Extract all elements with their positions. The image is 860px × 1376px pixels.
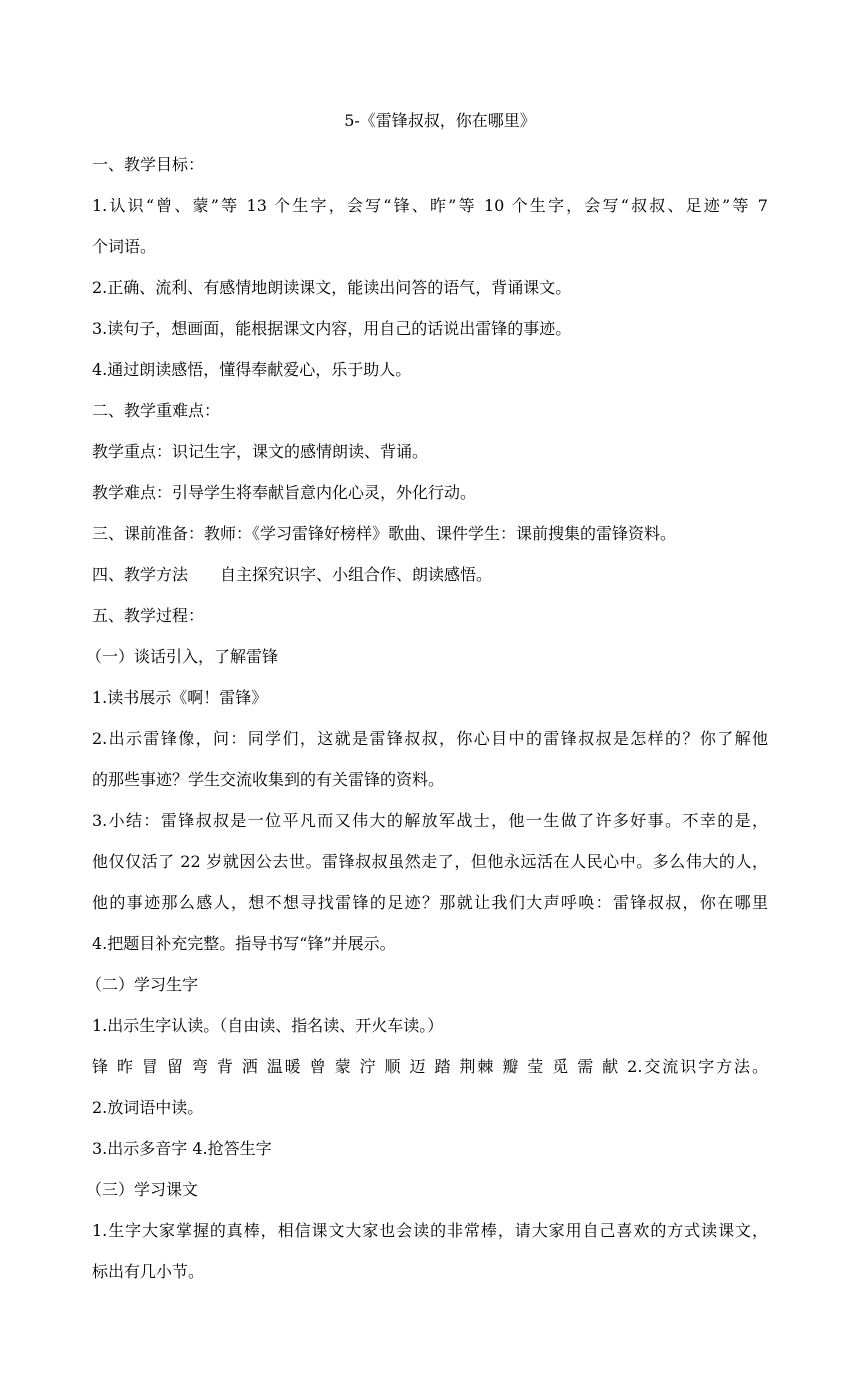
objective-1-line-2: 个词语。 <box>92 237 157 256</box>
subsection-heading-characters: （二）学习生字 <box>86 975 199 994</box>
objective-3: 3.读句子，想画面，能根据课文内容，用自己的话说出雷锋的事迹。 <box>92 319 572 338</box>
document-page <box>86 104 768 1292</box>
difficult-point: 教学难点：引导学生将奉献旨意内化心灵，外化行动。 <box>92 483 477 502</box>
key-point: 教学重点：识记生字，课文的感情朗读、背诵。 <box>92 442 429 461</box>
subsection-heading-intro: （一）谈话引入，了解雷锋 <box>86 647 279 666</box>
characters-step-1: 1.出示生字认读。（自由读、指名读、开火车读。） <box>92 1016 444 1035</box>
text-step-1-line-1: 1.生字大家掌握的真棒，相信课文大家也会读的非常棒，请大家用自己喜欢的方式读课文， <box>92 1221 768 1240</box>
intro-step-1: 1.读书展示《啊！雷锋》 <box>92 688 268 707</box>
intro-step-4: 4.把题目补充完整。指导书写“锋”并展示。 <box>92 934 396 953</box>
section-heading-objectives: 一、教学目标： <box>92 155 205 174</box>
preparation: 三、课前准备：教师：《学习雷锋好榜样》歌曲、课件学生：课前搜集的雷锋资料。 <box>92 524 677 543</box>
document-title: 5-《雷锋叔叔，你在哪里》 <box>344 111 536 130</box>
teaching-method: 四、教学方法 自主探究识字、小组合作、朗读感悟。 <box>92 565 493 584</box>
characters-list: 锋 昨 冒 留 弯 背 洒 温暖 曾 蒙 泞 顺 迈 踏 荆棘 瓣 莹 觅 需 献 2.交流识字方法。 <box>92 1057 768 1076</box>
intro-step-3-line-3: 他的事迹那么感人，想不想寻找雷锋的足迹？那就让我们大声呼唤：雷锋叔叔，你在哪里 <box>92 893 768 912</box>
characters-step-2: 2.放词语中读。 <box>92 1098 204 1117</box>
subsection-heading-text: （三）学习课文 <box>86 1180 199 1199</box>
text-step-1-line-2: 标出有几小节。 <box>92 1262 205 1281</box>
intro-step-2-line-1: 2.出示雷锋像，问：同学们，这就是雷锋叔叔，你心目中的雷锋叔叔是怎样的？你了解他 <box>92 729 768 748</box>
intro-step-2-line-2: 的那些事迹？学生交流收集到的有关雷锋的资料。 <box>92 770 445 789</box>
intro-step-3-line-1: 3.小结：雷锋叔叔是一位平凡而又伟大的解放军战士，他一生做了许多好事。不幸的是， <box>92 811 768 830</box>
section-heading-process: 五、教学过程： <box>92 606 205 625</box>
objective-1-line-1: 1.认识“曾、蒙”等 13 个生字，会写“锋、昨”等 10 个生字，会写“叔叔、足迹”等 7 <box>92 196 768 215</box>
characters-step-3: 3.出示多音字 4.抢答生字 <box>92 1139 272 1158</box>
section-heading-key-points: 二、教学重难点： <box>92 401 221 420</box>
intro-step-3-line-2: 他仅仅活了 22 岁就因公去世。雷锋叔叔虽然走了，但他永远活在人民心中。多么伟大的人， <box>92 852 768 871</box>
objective-4: 4.通过朗读感悟，懂得奉献爱心，乐于助人。 <box>92 360 412 379</box>
objective-2: 2.正确、流利、有感情地朗读课文，能读出问答的语气，背诵课文。 <box>92 278 572 297</box>
